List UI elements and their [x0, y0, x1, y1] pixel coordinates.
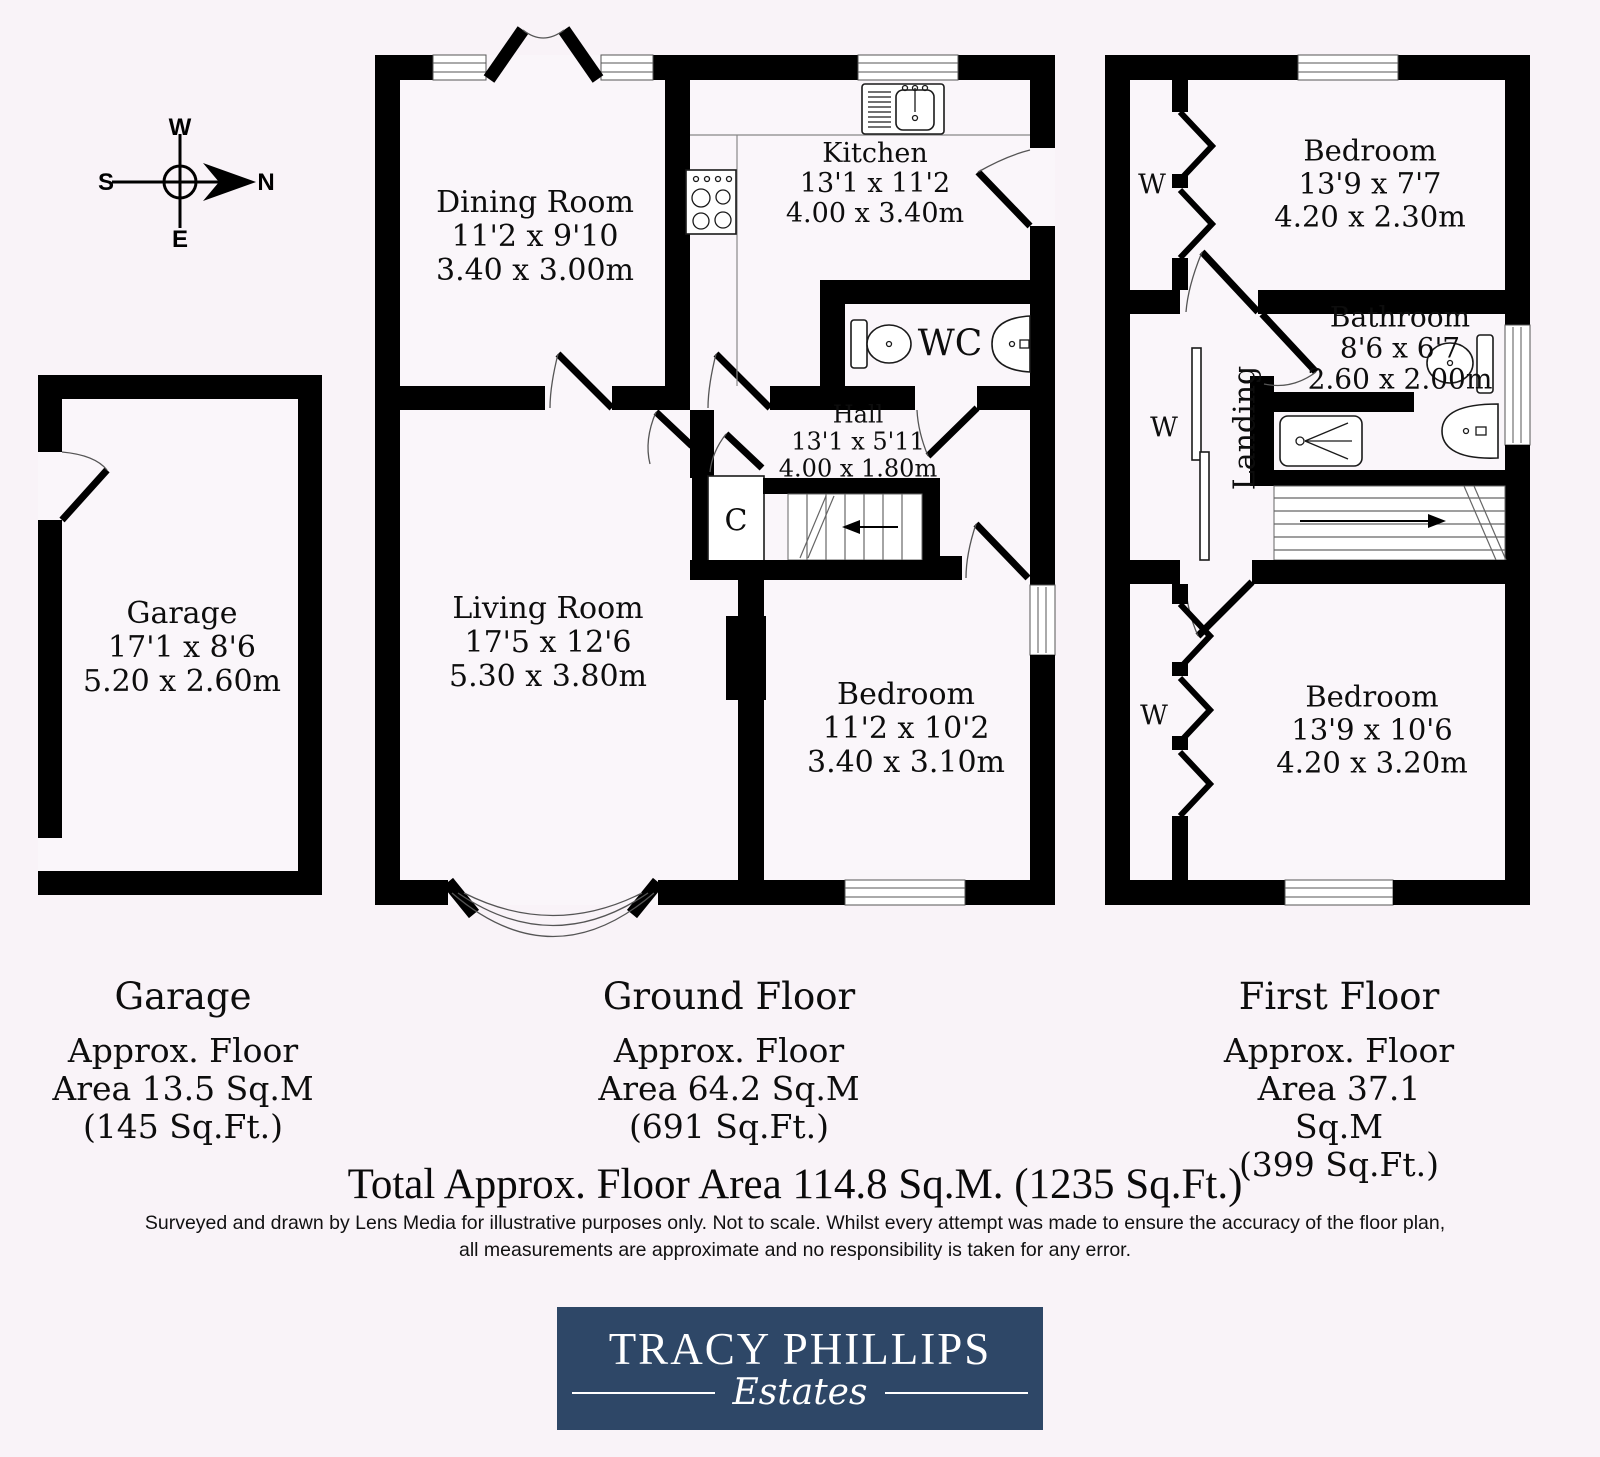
dining-room-label [436, 186, 634, 288]
disclaimer-line1: Surveyed and drawn by Lens Media for illustrative purposes only. Not to scale. Whilst every attempt was made to ensure the accuracy of the floor plan, [144, 1212, 1446, 1234]
garage-room-name: Garage [126, 596, 238, 631]
bedroom-ground-metric: 3.40 x 3.10m [806, 745, 1006, 780]
disclaimer-line2: all measurements are approximate and no responsibility is taken for any error. [459, 1239, 1131, 1261]
living-room-label [449, 592, 647, 694]
first-floor-caption-title: First Floor [1238, 975, 1440, 1018]
dining-room-imperial: 11'2 x 9'10 [451, 219, 619, 254]
compass-icon [112, 134, 256, 228]
bathroom-metric: 2.60 x 2.00m [1307, 362, 1493, 396]
ground-floor-caption-line1: Approx. Floor [613, 1031, 845, 1070]
ground-floor-caption [598, 975, 859, 1146]
agency-logo-tagline-row [572, 1371, 1029, 1413]
bedroom-back-window [1285, 880, 1393, 905]
kitchen-window [858, 55, 958, 80]
ground-floor-caption-title: Ground Floor [602, 975, 856, 1018]
garage-room-label [83, 597, 281, 699]
hall-imperial: 13'1 x 5'11 [791, 427, 925, 456]
compass-south-label: S [97, 169, 115, 196]
garage-caption-title: Garage [114, 975, 252, 1018]
agency-logo-name: TRACY PHILLIPS [608, 1323, 992, 1374]
ground-floor-caption-line2: Area 64.2 Sq.M [598, 1069, 860, 1108]
ground-floor-caption-line3: (691 Sq.Ft.) [628, 1107, 830, 1146]
first-floor-caption-line2: Area 37.1 Sq.M [1257, 1069, 1421, 1146]
bedroom-front-imperial: 13'9 x 7'7 [1298, 166, 1442, 201]
bathroom-name: Bathroom [1329, 300, 1471, 334]
dining-window-right [601, 55, 653, 80]
agency-logo [557, 1307, 1043, 1430]
hall-name: Hall [832, 400, 884, 429]
kitchen-label [786, 139, 964, 229]
garage-room-metric: 5.20 x 2.60m [82, 664, 282, 699]
bedroom-front-metric: 4.20 x 2.30m [1274, 199, 1466, 234]
wardrobe-landing-label: W [1150, 412, 1178, 444]
compass-east-label: E [171, 226, 189, 253]
bedroom-back-label [1276, 681, 1467, 780]
first-floor-caption [1209, 975, 1470, 1184]
hob-icon [686, 170, 736, 234]
logo-rule-left [572, 1392, 715, 1394]
garage-caption [52, 975, 313, 1146]
living-room-imperial: 17'5 x 12'6 [464, 625, 632, 660]
sink-icon [862, 84, 944, 134]
bedroom-front-name: Bedroom [1303, 133, 1437, 168]
stairs-first [1274, 486, 1506, 560]
garage-caption-line2: Area 13.5 Sq.M [52, 1069, 314, 1108]
wardrobe-front-label: W [1138, 169, 1166, 201]
kitchen-name: Kitchen [822, 138, 928, 169]
dining-room-metric: 3.40 x 3.00m [435, 253, 635, 288]
dining-room-name: Dining Room [436, 185, 634, 220]
bedroom-window-bottom [845, 880, 965, 905]
bedroom-window-right [1030, 585, 1055, 655]
bathroom-window [1505, 325, 1530, 445]
bedroom-back-name: Bedroom [1305, 679, 1439, 714]
hall-metric: 4.00 x 1.80m [778, 454, 938, 483]
bedroom-front-window [1298, 55, 1398, 80]
living-room-metric: 5.30 x 3.80m [448, 659, 648, 694]
first-floor-caption-line1: Approx. Floor [1223, 1031, 1455, 1070]
living-room-name: Living Room [452, 591, 644, 626]
bedroom-front-label [1274, 135, 1465, 234]
kitchen-imperial: 13'1 x 11'2 [799, 168, 951, 199]
wardrobe-back-label: W [1140, 700, 1168, 732]
garage-room-imperial: 17'1 x 8'6 [108, 630, 256, 665]
dining-window-left [433, 55, 486, 80]
landing-label: Landing [1227, 365, 1263, 491]
logo-rule-right [885, 1392, 1028, 1394]
agency-logo-tagline: Estates [732, 1371, 868, 1413]
cupboard-label: C [724, 503, 748, 539]
bathroom-imperial: 8'6 x 6'7 [1339, 331, 1461, 365]
compass-west-label: W [168, 114, 192, 141]
first-floor-caption-line3: (399 Sq.Ft.) [1238, 1145, 1440, 1184]
bedroom-back-metric: 4.20 x 3.20m [1276, 745, 1468, 780]
hall-label [779, 402, 937, 483]
bedroom-back-imperial: 13'9 x 10'6 [1291, 712, 1453, 747]
bathroom-label [1308, 302, 1493, 395]
shower-icon [1280, 416, 1362, 466]
wc-label: WC [917, 323, 983, 365]
total-floor-area: Total Approx. Floor Area 114.8 Sq.M. (1235 Sq.Ft.) [347, 1161, 1243, 1208]
bedroom-ground-imperial: 11'2 x 10'2 [822, 711, 990, 746]
compass-north-label: N [257, 169, 275, 196]
garage-caption-line3: (145 Sq.Ft.) [82, 1107, 284, 1146]
bedroom-ground-label [807, 678, 1005, 780]
bedroom-ground-name: Bedroom [837, 677, 975, 712]
garage-caption-line1: Approx. Floor [67, 1031, 299, 1070]
kitchen-metric: 4.00 x 3.40m [785, 198, 965, 229]
